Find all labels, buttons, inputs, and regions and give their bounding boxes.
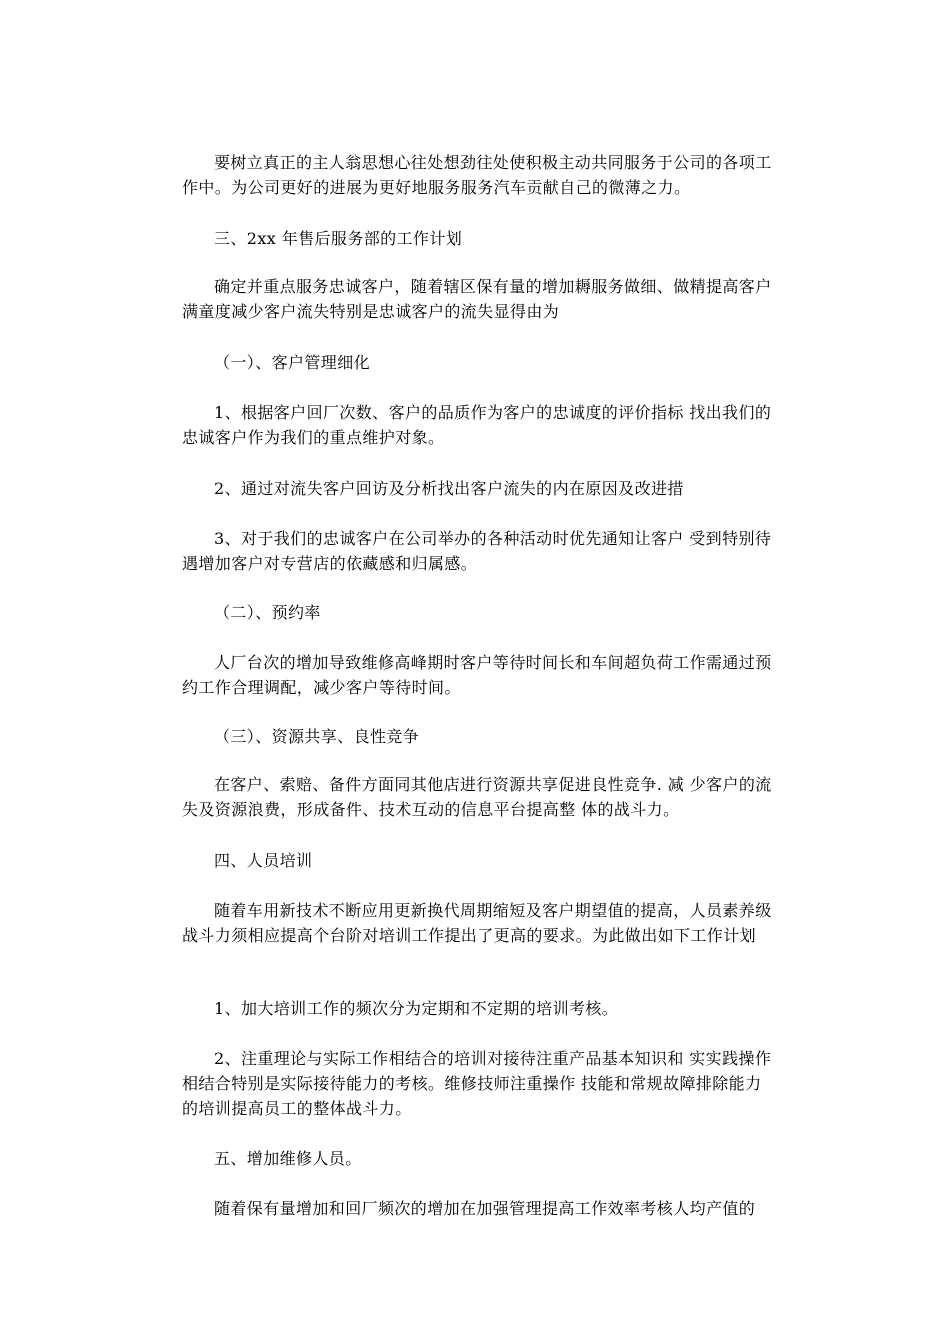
list-item-1-evaluation: 1、根据客户回厂次数、客户的品质作为客户的忠诚度的评价指标 找出我们的忠诚客户作为我们的重点维护对象。 <box>182 403 772 447</box>
subheading-customer-management: （一）、客户管理细化 <box>214 353 371 372</box>
paragraph-ownership: 要树立真正的主人翁思想心往处想劲往处使积极主动共同服务于公司的各项工作中。为公司更好的进展为更好地服务服务汽车贡献自己的微薄之力。 <box>182 153 772 197</box>
paragraph-appointment: 人厂台次的增加导致维修高峰期时客户等待时间长和车间超负荷工作需通过预约工作合理调配，减少客户等待时间。 <box>182 653 772 697</box>
heading-staff-training: 四、人员培训 <box>214 851 313 870</box>
heading-add-staff: 五、增加维修人员。 <box>214 1149 362 1168</box>
subheading-appointment-rate: （二）、预约率 <box>214 603 321 622</box>
subheading-resource-sharing: （三）、资源共享、良性竞争 <box>214 727 420 746</box>
heading-work-plan: 三、2xx 年售后服务部的工作计划 <box>214 229 463 248</box>
list-item-2-theory-practice: 2、注重理论与实际工作相结合的培训对接待注重产品基本知识和 实实践操作相结合特别是实际接待能力的考核。维修技师注重操作 技能和常规故障排除能力的培训提高员工的整体战斗力。 <box>182 1049 772 1118</box>
paragraph-resource-sharing: 在客户、索赔、备件方面同其他店进行资源共享促进良性竞争. 减 少客户的流失及资源浪费，形成备件、技术互动的信息平台提高整 体的战斗力。 <box>182 775 772 819</box>
list-item-1-frequency: 1、加大培训工作的频次分为定期和不定期的培训考核。 <box>214 999 619 1018</box>
list-item-3-priority: 3、对于我们的忠诚客户在公司举办的各种活动时优先通知让客户 受到特别待遇增加客户对专营店的依藏感和归属感。 <box>182 529 772 573</box>
paragraph-add-staff: 随着保有量增加和回厂频次的增加在加强管理提高工作效率考核人均产值的 <box>214 1199 756 1218</box>
list-item-2-analysis: 2、通过对流失客户回访及分析找出客户流失的内在原因及改进措 <box>214 479 684 498</box>
paragraph-training: 随着车用新技术不断应用更新换代周期缩短及客户期望值的提高，人员素养级战斗力须相应提高个台阶对培训工作提出了更高的要求。为此做出如下工作计划 <box>182 901 772 945</box>
paragraph-loyal-customers: 确定并重点服务忠诚客户，随着辖区保有量的增加耨服务做细、做精提高客户满童度减少客户流失特别是忠诚客户的流失显得由为 <box>182 277 772 321</box>
